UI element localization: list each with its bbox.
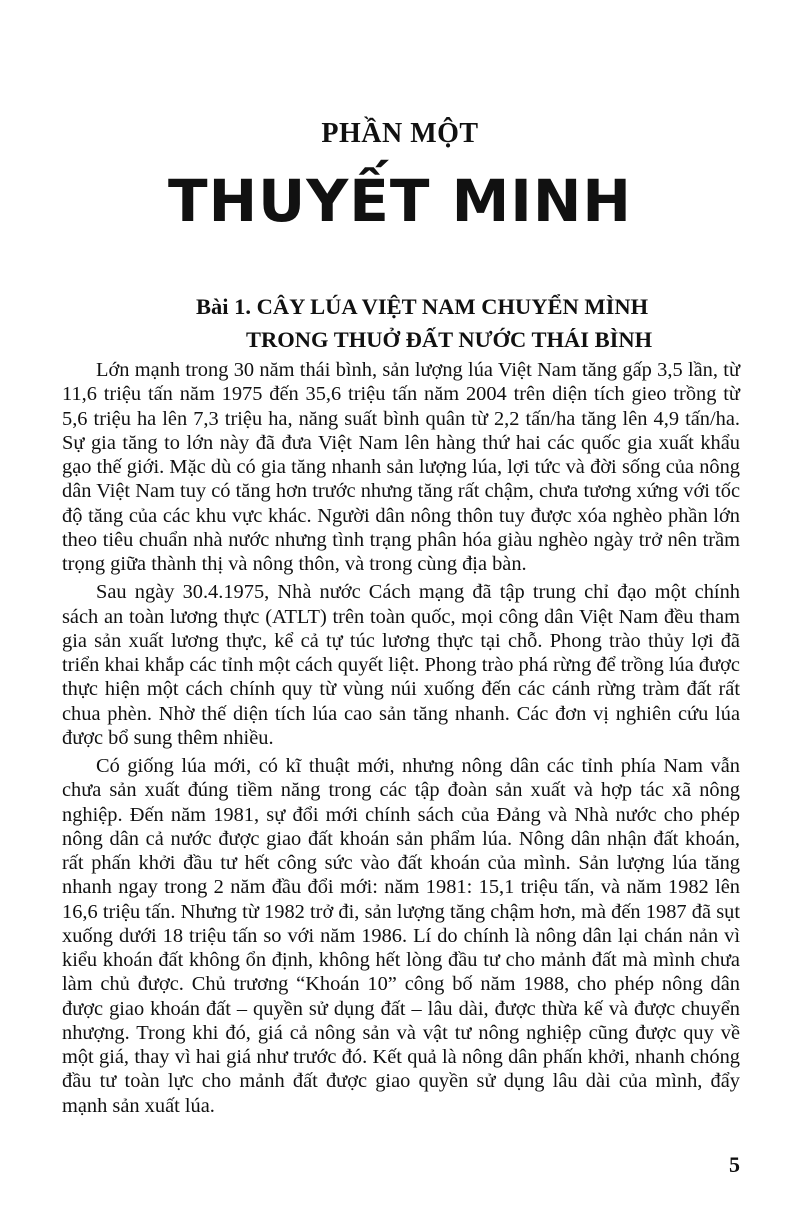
lesson-title-line2: TRONG THUỞ ĐẤT NƯỚC THÁI BÌNH	[246, 327, 653, 352]
paragraph: Lớn mạnh trong 30 năm thái bình, sản lượng lúa Việt Nam tăng gấp 3,5 lần, từ 11,6 triệu tấn năm 1975 đến 35,6 triệu tấn năm 2004 trên diện tích gieo trồng từ 5,6 triệu ha lên 7,3 triệu ha, năng suất bình quân từ 2,2 tấn/ha tăng lên 4,9 tấn/ha. Sự gia tăng to lớn này đã đưa Việt Nam lên hàng thứ hai các quốc gia xuất khẩu gạo thế giới. Mặc dù có gia tăng nhanh sản lượng lúa, lợi tức và đời sống của nông dân Việt Nam tuy có tăng hơn trước nhưng tăng rất chậm, chưa tương xứng với tốc độ tăng của các khu vực khác. Người dân nông thôn tuy được xóa nghèo phần lớn theo tiêu chuẩn nhà nước nhưng tình trạng phân hóa giàu nghèo ngày trở nên trầm trọng giữa thành thị và nông thôn, và trong cùng địa bàn.	[62, 359, 740, 575]
part-title: THUYẾT MINH	[168, 167, 632, 235]
page-number: 5	[729, 1152, 740, 1177]
paragraph: Sau ngày 30.4.1975, Nhà nước Cách mạng đã tập trung chỉ đạo một chính sách an toàn lương thực (ATLT) trên toàn quốc, mọi công dân Việt Nam đều tham gia sản xuất lương thực, kể cả tự túc lương thực tại chỗ. Phong trào thủy lợi đã triển khai khắp các tỉnh một cách quyết liệt. Phong trào phá rừng để trồng lúa được thực hiện một cách chính quy từ vùng núi xuống đến các cánh rừng tràm đất rất chua phèn. Nhờ thế diện tích lúa cao sản tăng nhanh. Các đơn vị nghiên cứu lúa được bổ sung thêm nhiều.	[62, 581, 740, 749]
lesson-title	[196, 290, 652, 356]
body-text	[62, 358, 740, 1122]
lesson-title-line1: Bài 1. CÂY LÚA VIỆT NAM CHUYỂN MÌNH	[196, 294, 649, 319]
paragraph: Có giống lúa mới, có kĩ thuật mới, nhưng nông dân các tỉnh phía Nam vẫn chưa sản xuất đúng tiềm năng trong các tập đoàn sản xuất và hợp tác xã nông nghiệp. Đến năm 1981, sự đổi mới chính sách của Đảng và Nhà nước cho phép nông dân cả nước được giao đất khoán sản phẩm lúa. Nông dân nhận đất khoán, rất phấn khởi đầu tư hết công sức vào đất khoán của mình. Sản lượng lúa tăng nhanh ngay trong 2 năm đầu đổi mới: năm 1981: 15,1 triệu tấn, và năm 1982 lên 16,6 triệu tấn. Nhưng từ 1982 trở đi, sản lượng tăng chậm hơn, mà đến 1987 đã sụt xuống dưới 18 triệu tấn so với năm 1986. Lí do chính là nông dân lại chán nản vì kiểu khoán đất không ổn định, không hết lòng đầu tư cho mảnh đất mà mình chưa làm chủ được. Chủ trương “Khoán 10” công bố năm 1988, cho phép nông dân được giao khoán đất – quyền sử dụng đất – lâu dài, được thừa kế và được chuyển nhượng. Trong khi đó, giá cả nông sản và vật tư nông nghiệp cũng được quy về một giá, thay vì hai giá như trước đó. Kết quả là nông dân phấn khởi, nhanh chóng đầu tư toàn lực cho mảnh đất được giao quyền sử dụng lâu dài của mình, đẩy mạnh sản xuất lúa.	[62, 755, 740, 1117]
part-label: PHẦN MỘT	[321, 118, 479, 149]
